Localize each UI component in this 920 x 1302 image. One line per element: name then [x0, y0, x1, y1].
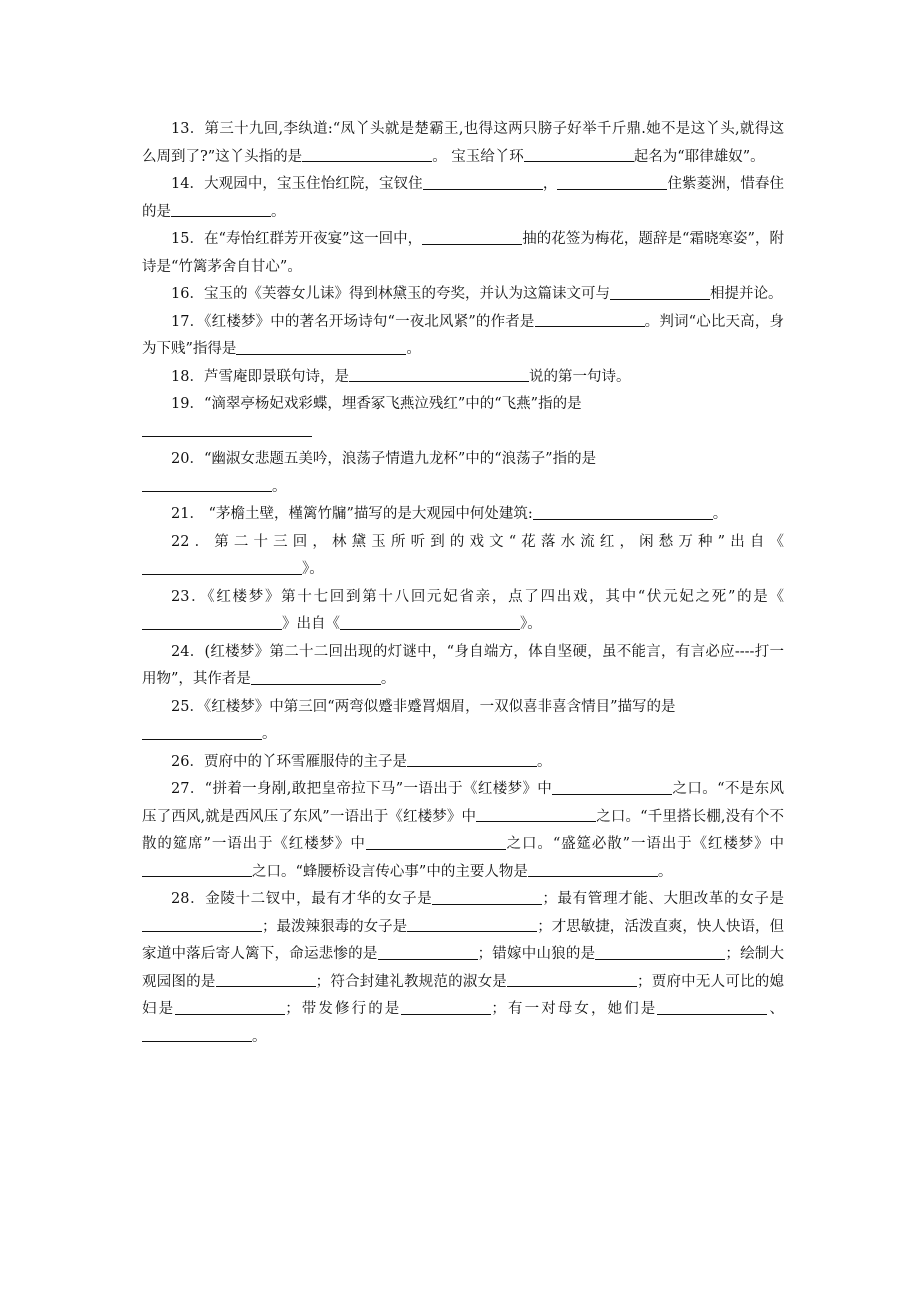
answer-blank[interactable]	[557, 174, 667, 190]
answer-blank[interactable]	[302, 146, 432, 162]
question-27-text: 27．“拼着一身剐,敢把皇帝拉下马”一语出于《红楼梦》中	[171, 781, 553, 797]
question-27-text: 。	[657, 863, 673, 880]
answer-blank[interactable]	[422, 229, 522, 245]
question-28-text: ；有一对母女，她们是	[491, 1001, 658, 1017]
question-27-text: 之口。“蜂腰桥设言传心事”中的主要人物是	[252, 863, 528, 880]
question-24-text: 。	[380, 671, 396, 687]
question-22	[142, 529, 784, 584]
question-20	[142, 446, 784, 501]
question-28-text: ；贾府中无人可比的媳妇是	[142, 973, 785, 1017]
answer-blank[interactable]	[401, 999, 491, 1015]
answer-blank[interactable]	[610, 284, 710, 300]
question-24	[142, 639, 784, 694]
question-15	[142, 226, 784, 281]
question-24-text: 24．(红楼梦》第二十二回出现的灯谜中，“身自端方，体自坚硬，虽不能言，有言必应----打一用物”，其作者是	[142, 643, 784, 687]
answer-blank[interactable]	[535, 311, 645, 327]
question-19	[142, 391, 784, 446]
question-20-text: 20．“幽淑女悲题五美吟，浪荡子情遣九龙杯”中的“浪荡子”指的是	[171, 451, 597, 467]
answer-blank[interactable]	[528, 861, 658, 877]
question-23-text: 》。	[520, 616, 542, 632]
answer-blank[interactable]	[142, 614, 282, 630]
answer-blank[interactable]	[142, 559, 302, 575]
question-17	[142, 309, 784, 364]
question-14-text: 住紫菱洲，惜春住的是	[142, 176, 785, 220]
question-21-text: 。	[712, 506, 728, 522]
answer-blank[interactable]	[142, 861, 252, 877]
answer-blank[interactable]	[251, 669, 381, 685]
question-28-text: ；绘制大观园图的是	[142, 946, 785, 990]
question-14-text: 14．大观园中，宝玉住怡红院，宝钗住	[171, 176, 423, 192]
answer-blank[interactable]	[236, 339, 406, 355]
question-18	[142, 364, 784, 392]
question-16-text: 相提并论。	[709, 286, 783, 302]
answer-blank[interactable]	[533, 504, 713, 520]
question-28	[142, 886, 784, 1051]
answer-blank[interactable]	[407, 751, 537, 767]
question-17-text: 。判词“心比天高，身为下贱”指得是	[142, 313, 784, 357]
question-28-text: 。	[252, 1028, 267, 1045]
question-14-text: ，	[542, 176, 558, 192]
question-13-text: 。 宝玉给丫环	[432, 148, 524, 165]
answer-blank[interactable]	[432, 889, 542, 905]
answer-blank[interactable]	[171, 201, 271, 217]
question-26	[142, 749, 784, 777]
question-15-text: 15．在“寿怡红群芳开夜宴”这一回中，	[171, 231, 423, 247]
question-13-text: 13．第三十九回,李纨道:“凤丫头就是楚霸王,也得这两只膀子好举千斤鼎.她不是这丫头,就得这么周到了?”这丫头指的是	[142, 121, 784, 165]
quiz-page	[142, 116, 784, 1051]
question-28-text: 、	[767, 1001, 785, 1017]
question-28-text: ；符合封建礼教规范的淑女是	[315, 973, 508, 990]
answer-blank[interactable]	[407, 916, 537, 932]
answer-blank[interactable]	[507, 971, 637, 987]
question-25	[142, 694, 784, 749]
question-19-text: 19．“滴翠亭杨妃戏彩蝶，埋香冢飞燕泣残红”中的“飞燕”指的是	[171, 396, 582, 412]
question-27-text: 之口。“千里搭长棚,没有个不散的筵席”一语出于《红楼梦》中	[142, 808, 784, 852]
answer-blank[interactable]	[552, 779, 672, 795]
question-28-text: ；才思敏捷，活泼直爽，快人快语，但家道中落后寄人篱下，命运悲惨的是	[142, 918, 785, 962]
question-15-text: 抽的花签为梅花，题辞是“霜晓寒姿”，附诗是“竹篱茅舍自甘心”。	[142, 231, 785, 275]
question-27-text: 之口。“不是东风压了西风,就是西风压了东风”一语出于《红楼梦》中	[142, 781, 784, 825]
answer-blank[interactable]	[142, 476, 272, 492]
question-28-text: 28．金陵十二钗中，最有才华的女子是	[171, 891, 433, 907]
question-28-text: ；带发修行的是	[285, 1001, 402, 1017]
answer-blank[interactable]	[142, 724, 262, 740]
answer-blank[interactable]	[340, 614, 520, 630]
answer-blank[interactable]	[657, 999, 767, 1015]
answer-blank[interactable]	[423, 174, 543, 190]
answer-blank[interactable]	[366, 834, 506, 850]
question-25-text: 。	[262, 726, 277, 742]
question-14-text: 。	[271, 203, 286, 220]
question-27	[142, 776, 784, 886]
question-16	[142, 281, 784, 309]
question-14	[142, 171, 784, 226]
question-18-text: 18．芦雪庵即景联句诗，是	[171, 368, 349, 385]
question-28-text: ；最有管理才能、大胆改革的女子是	[542, 891, 785, 907]
question-23-text: 23．《红楼梦》第十七回到第十八回元妃省亲，点了四出戏，其中“伏元妃之死”的是《	[171, 588, 784, 605]
answer-blank[interactable]	[378, 944, 478, 960]
question-27-text: 之口。“盛筵必散”一语出于《红楼梦》中	[505, 836, 784, 852]
question-13	[142, 116, 784, 171]
question-13-text: 起名为“耶律雄奴”。	[633, 148, 765, 165]
question-26-text: 。	[536, 753, 552, 770]
answer-blank[interactable]	[476, 806, 596, 822]
question-28-text: ；最泼辣狠毒的女子是	[262, 918, 408, 935]
question-23-text: 》出自《	[282, 616, 340, 632]
question-28-text: ；错嫁中山狼的是	[477, 946, 596, 962]
answer-blank[interactable]	[216, 971, 316, 987]
answer-blank[interactable]	[595, 944, 725, 960]
question-22-text: 》。	[302, 561, 324, 577]
question-17-text: 。	[406, 341, 421, 357]
question-26-text: 26．贾府中的丫环雪雁服侍的主子是	[171, 753, 407, 770]
answer-blank[interactable]	[142, 1026, 252, 1042]
question-17-text: 17．《红楼梦》中的著名开场诗句“一夜北风紧”的作者是	[171, 313, 535, 330]
question-21-text: 21． “茅檐土壁，槿篱竹牖”描写的是大观园中何处建筑:	[171, 506, 533, 522]
answer-blank[interactable]	[175, 999, 285, 1015]
question-16-text: 16．宝玉的《芙蓉女儿诔》得到林黛玉的夸奖，并认为这篇诔文可与	[171, 286, 610, 302]
question-20-text: 。	[272, 478, 287, 495]
answer-blank[interactable]	[524, 146, 634, 162]
question-22-text: 22．第二十三回，林黛玉所听到的戏文“花落水流红，闲愁万种”出自《	[171, 533, 784, 550]
question-25-text: 25．《红楼梦》中第三回“两弯似蹙非蹙罥烟眉，一双似喜非喜含情目”描写的是	[171, 698, 676, 715]
question-18-text: 说的第一句诗。	[528, 368, 631, 385]
question-23	[142, 584, 784, 639]
answer-blank[interactable]	[142, 421, 312, 437]
question-21	[142, 501, 784, 529]
answer-blank[interactable]	[349, 366, 529, 382]
answer-blank[interactable]	[142, 916, 262, 932]
